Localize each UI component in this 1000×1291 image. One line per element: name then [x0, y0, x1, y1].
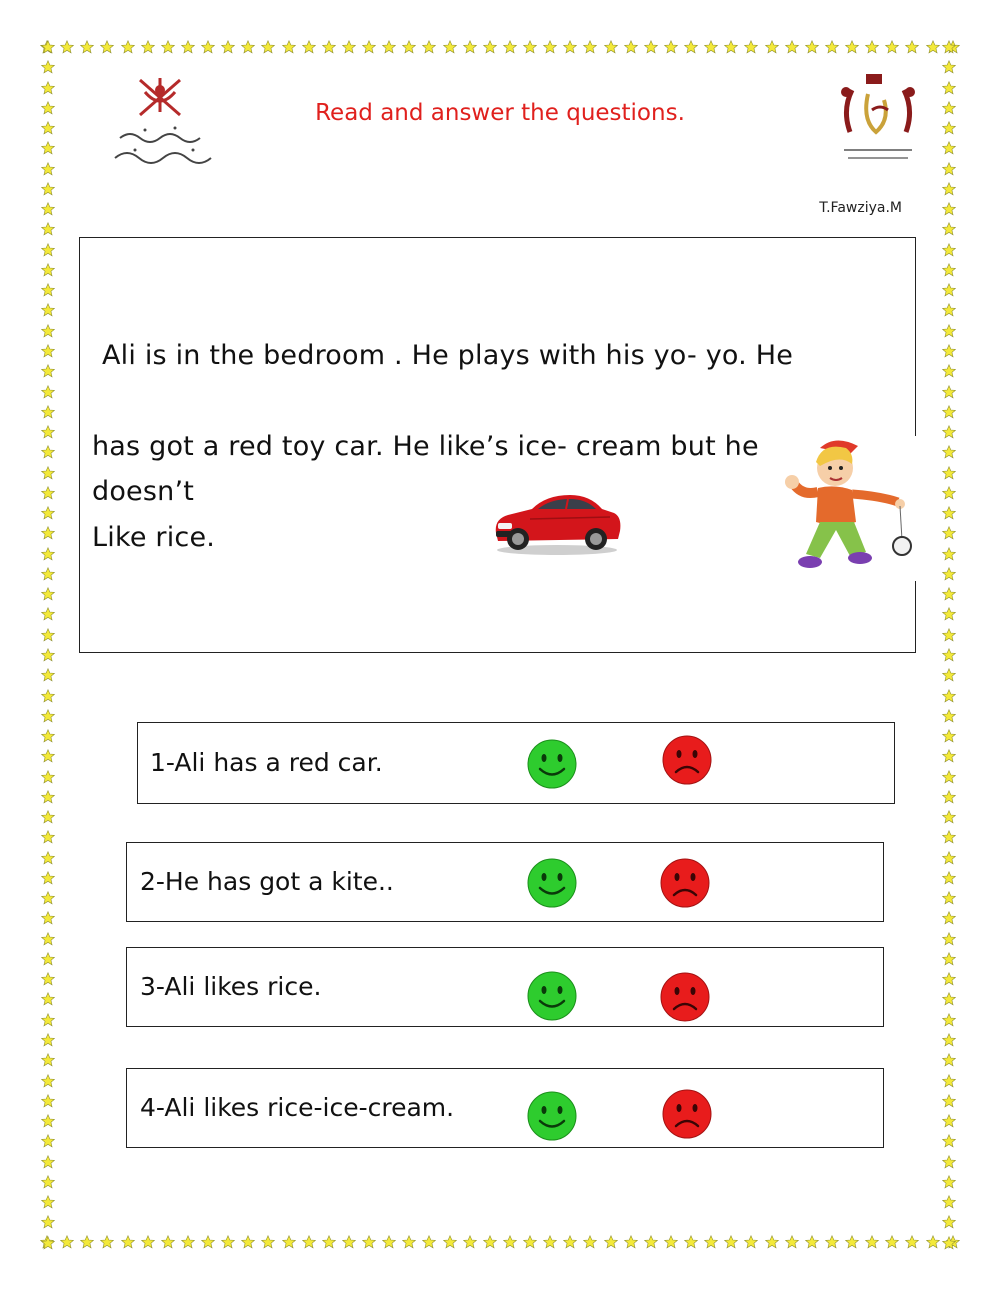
star-icon: [942, 1236, 956, 1250]
star-icon: [261, 40, 275, 54]
star-icon: [41, 992, 55, 1006]
star-icon: [942, 162, 956, 176]
star-icon: [942, 911, 956, 925]
star-icon: [41, 1134, 55, 1148]
star-icon: [503, 1235, 517, 1249]
star-icon: [724, 40, 738, 54]
question-2-text: 2-He has got a kite..: [140, 867, 394, 896]
star-icon: [41, 425, 55, 439]
star-icon: [942, 648, 956, 662]
star-border-right: [939, 40, 959, 1250]
star-icon: [41, 405, 55, 419]
star-icon: [41, 810, 55, 824]
star-icon: [942, 790, 956, 804]
star-icon: [583, 40, 597, 54]
star-icon: [805, 1235, 819, 1249]
star-icon: [942, 222, 956, 236]
star-icon: [41, 587, 55, 601]
star-icon: [785, 40, 799, 54]
star-icon: [942, 182, 956, 196]
star-icon: [543, 40, 557, 54]
star-icon: [942, 1195, 956, 1209]
star-icon: [422, 1235, 436, 1249]
star-icon: [282, 1235, 296, 1249]
star-icon: [865, 1235, 879, 1249]
star-icon: [41, 364, 55, 378]
star-icon: [942, 567, 956, 581]
star-icon: [221, 40, 235, 54]
worksheet-title: Read and answer the questions.: [315, 100, 685, 126]
star-icon: [41, 344, 55, 358]
star-icon: [942, 770, 956, 784]
star-icon: [704, 1235, 718, 1249]
star-icon: [41, 790, 55, 804]
star-icon: [785, 1235, 799, 1249]
star-icon: [926, 40, 940, 54]
star-icon: [362, 40, 376, 54]
star-icon: [604, 40, 618, 54]
teacher-name: T.Fawziya.M: [819, 200, 902, 216]
star-icon: [942, 729, 956, 743]
star-icon: [443, 1235, 457, 1249]
star-icon: [41, 243, 55, 257]
question-1-text: 1-Ali has a red car.: [150, 748, 383, 777]
story-line-2: has got a red toy car. He like’s ice- cream but he: [92, 431, 759, 462]
question-3-text: 3-Ali likes rice.: [140, 972, 322, 1001]
star-icon: [724, 1235, 738, 1249]
star-icon: [664, 1235, 678, 1249]
star-icon: [422, 40, 436, 54]
star-icon: [704, 40, 718, 54]
star-icon: [282, 40, 296, 54]
star-icon: [41, 729, 55, 743]
star-icon: [80, 1235, 94, 1249]
star-icon: [201, 40, 215, 54]
star-icon: [141, 1235, 155, 1249]
star-icon: [41, 506, 55, 520]
star-icon: [41, 749, 55, 763]
star-icon: [942, 385, 956, 399]
smiley-face-icon[interactable]: [526, 738, 578, 790]
star-icon: [302, 40, 316, 54]
star-icon: [41, 628, 55, 642]
star-icon: [942, 972, 956, 986]
star-icon: [942, 1033, 956, 1047]
star-icon: [942, 1134, 956, 1148]
star-icon: [942, 466, 956, 480]
star-icon: [100, 40, 114, 54]
star-icon: [942, 709, 956, 723]
star-icon: [41, 972, 55, 986]
star-icon: [463, 40, 477, 54]
star-icon: [41, 1074, 55, 1088]
star-icon: [942, 1074, 956, 1088]
star-icon: [41, 141, 55, 155]
star-icon: [41, 911, 55, 925]
star-icon: [942, 506, 956, 520]
star-icon: [41, 40, 55, 54]
star-icon: [41, 770, 55, 784]
star-icon: [942, 1053, 956, 1067]
star-icon: [121, 40, 135, 54]
star-icon: [463, 1235, 477, 1249]
star-icon: [942, 810, 956, 824]
star-icon: [60, 40, 74, 54]
sad-face-icon[interactable]: [661, 1088, 713, 1140]
star-icon: [644, 1235, 658, 1249]
star-icon: [241, 1235, 255, 1249]
star-icon: [942, 1155, 956, 1169]
star-icon: [942, 668, 956, 682]
star-icon: [402, 1235, 416, 1249]
star-icon: [41, 607, 55, 621]
star-icon: [942, 1013, 956, 1027]
star-icon: [942, 749, 956, 763]
star-icon: [41, 486, 55, 500]
star-icon: [41, 932, 55, 946]
star-icon: [41, 547, 55, 561]
star-icon: [942, 202, 956, 216]
star-icon: [942, 324, 956, 338]
star-icon: [942, 344, 956, 358]
star-icon: [942, 607, 956, 621]
star-icon: [942, 1114, 956, 1128]
star-icon: [362, 1235, 376, 1249]
star-icon: [41, 891, 55, 905]
boy-with-yoyo-image: [780, 436, 920, 581]
star-icon: [905, 1235, 919, 1249]
star-icon: [644, 40, 658, 54]
star-icon: [942, 952, 956, 966]
star-icon: [41, 60, 55, 74]
star-icon: [483, 1235, 497, 1249]
star-icon: [41, 1195, 55, 1209]
star-icon: [41, 567, 55, 581]
star-icon: [241, 40, 255, 54]
star-icon: [942, 445, 956, 459]
star-border-left: [38, 40, 58, 1250]
star-icon: [905, 40, 919, 54]
story-line-4: Like rice.: [92, 522, 216, 553]
star-icon: [942, 141, 956, 155]
star-icon: [885, 40, 899, 54]
star-icon: [825, 40, 839, 54]
smiley-face-icon[interactable]: [526, 970, 578, 1022]
sad-face-icon[interactable]: [661, 734, 713, 786]
question-4-text: 4-Ali likes rice-ice-cream.: [140, 1093, 455, 1122]
star-icon: [161, 1235, 175, 1249]
star-icon: [41, 202, 55, 216]
star-icon: [41, 952, 55, 966]
star-icon: [845, 40, 859, 54]
star-icon: [41, 1033, 55, 1047]
star-icon: [744, 40, 758, 54]
star-icon: [41, 709, 55, 723]
star-icon: [322, 40, 336, 54]
star-icon: [201, 1235, 215, 1249]
star-icon: [41, 851, 55, 865]
star-icon: [885, 1235, 899, 1249]
star-icon: [523, 1235, 537, 1249]
story-line-1: Ali is in the bedroom . He plays with his yo- yo. He: [102, 340, 794, 371]
star-icon: [100, 1235, 114, 1249]
star-icon: [41, 263, 55, 277]
star-icon: [41, 385, 55, 399]
star-icon: [41, 1215, 55, 1229]
star-icon: [624, 40, 638, 54]
star-icon: [825, 1235, 839, 1249]
star-icon: [942, 40, 956, 54]
sad-face-icon[interactable]: [659, 857, 711, 909]
star-icon: [41, 526, 55, 540]
star-icon: [942, 303, 956, 317]
star-icon: [41, 1155, 55, 1169]
red-car-image: [490, 487, 624, 557]
star-icon: [41, 1114, 55, 1128]
star-icon: [942, 932, 956, 946]
star-icon: [942, 263, 956, 277]
star-icon: [41, 871, 55, 885]
star-icon: [942, 243, 956, 257]
star-icon: [583, 1235, 597, 1249]
star-icon: [865, 40, 879, 54]
star-icon: [563, 1235, 577, 1249]
star-icon: [942, 81, 956, 95]
sad-face-icon[interactable]: [659, 971, 711, 1023]
star-icon: [402, 40, 416, 54]
star-icon: [261, 1235, 275, 1249]
star-icon: [765, 1235, 779, 1249]
story-line-3: doesn’t: [92, 476, 195, 507]
star-icon: [80, 40, 94, 54]
star-icon: [181, 40, 195, 54]
star-icon: [302, 1235, 316, 1249]
star-icon: [221, 1235, 235, 1249]
star-icon: [41, 830, 55, 844]
star-icon: [624, 1235, 638, 1249]
star-icon: [342, 1235, 356, 1249]
star-icon: [942, 405, 956, 419]
star-icon: [41, 303, 55, 317]
star-icon: [684, 40, 698, 54]
star-icon: [41, 222, 55, 236]
star-icon: [942, 364, 956, 378]
star-icon: [942, 60, 956, 74]
star-icon: [744, 1235, 758, 1249]
star-icon: [942, 628, 956, 642]
star-icon: [523, 40, 537, 54]
star-border-bottom: [40, 1232, 960, 1252]
star-icon: [41, 648, 55, 662]
star-icon: [41, 668, 55, 682]
star-icon: [41, 689, 55, 703]
star-icon: [41, 1013, 55, 1027]
star-icon: [543, 1235, 557, 1249]
star-icon: [443, 40, 457, 54]
star-icon: [942, 587, 956, 601]
star-icon: [805, 40, 819, 54]
star-icon: [181, 1235, 195, 1249]
star-icon: [942, 547, 956, 561]
star-icon: [483, 40, 497, 54]
star-icon: [942, 1215, 956, 1229]
star-icon: [41, 1094, 55, 1108]
star-icon: [664, 40, 678, 54]
star-icon: [765, 40, 779, 54]
star-icon: [926, 1235, 940, 1249]
smiley-face-icon[interactable]: [526, 1090, 578, 1142]
star-icon: [382, 40, 396, 54]
star-icon: [382, 1235, 396, 1249]
star-icon: [41, 1053, 55, 1067]
star-icon: [41, 283, 55, 297]
star-icon: [41, 1175, 55, 1189]
smiley-face-icon[interactable]: [526, 857, 578, 909]
star-icon: [41, 1236, 55, 1250]
star-icon: [41, 81, 55, 95]
star-icon: [942, 891, 956, 905]
star-icon: [684, 1235, 698, 1249]
star-icon: [563, 40, 577, 54]
star-icon: [141, 40, 155, 54]
star-border-top: [40, 37, 960, 57]
star-icon: [503, 40, 517, 54]
star-icon: [942, 1175, 956, 1189]
star-icon: [161, 40, 175, 54]
star-icon: [942, 689, 956, 703]
star-icon: [41, 182, 55, 196]
star-icon: [342, 40, 356, 54]
star-icon: [322, 1235, 336, 1249]
star-icon: [41, 162, 55, 176]
star-icon: [60, 1235, 74, 1249]
star-icon: [942, 486, 956, 500]
star-icon: [604, 1235, 618, 1249]
star-icon: [942, 1094, 956, 1108]
star-icon: [942, 851, 956, 865]
star-icon: [121, 1235, 135, 1249]
star-icon: [942, 992, 956, 1006]
star-icon: [41, 324, 55, 338]
star-icon: [41, 466, 55, 480]
star-icon: [942, 526, 956, 540]
star-icon: [942, 425, 956, 439]
star-icon: [942, 830, 956, 844]
star-icon: [845, 1235, 859, 1249]
star-icon: [942, 871, 956, 885]
star-icon: [41, 445, 55, 459]
star-icon: [942, 283, 956, 297]
